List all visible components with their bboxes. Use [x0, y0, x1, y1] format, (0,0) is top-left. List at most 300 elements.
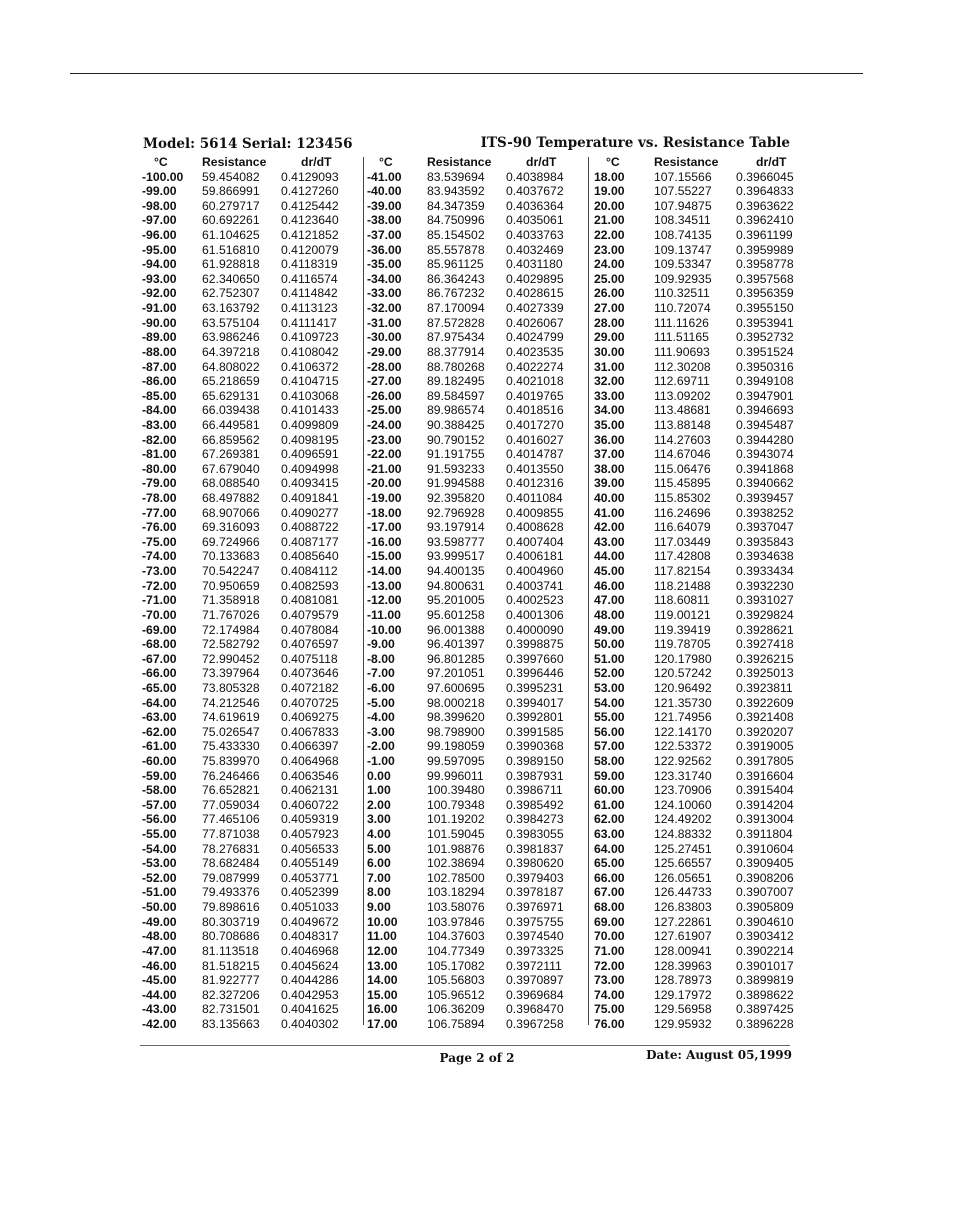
drdt-cell: 0.3908206 — [736, 870, 794, 885]
resistance-cell: 93.999517 — [427, 549, 485, 564]
temp-cell: -17.00 — [367, 520, 402, 535]
resistance-cell: 91.994588 — [427, 476, 485, 491]
temp-cell: -34.00 — [367, 271, 402, 286]
drdt-cell: 0.4023535 — [506, 344, 564, 359]
temp-cell: 39.00 — [594, 476, 625, 491]
drdt-column — [732, 155, 818, 1032]
drdt-cell: 0.3953941 — [736, 315, 794, 330]
resistance-cell: 113.88148 — [654, 417, 711, 432]
resistance-cell: 100.39480 — [427, 783, 485, 798]
temp-cell: 64.00 — [594, 841, 625, 856]
temp-cell: 21.00 — [594, 213, 625, 228]
drdt-cell: 0.3973325 — [506, 943, 564, 958]
drdt-cell: 0.4016027 — [506, 432, 564, 447]
resistance-cell: 108.74135 — [654, 228, 712, 243]
resistance-cell: 111.11626 — [654, 315, 709, 330]
resistance-cell: 101.59045 — [427, 827, 485, 842]
temp-cell: -66.00 — [142, 666, 177, 681]
drdt-cell: 0.3987931 — [506, 768, 564, 783]
drdt-cell: 0.3968470 — [506, 1002, 564, 1017]
drdt-cell: 0.4037672 — [506, 184, 564, 199]
resistance-cell: 116.64079 — [654, 520, 711, 535]
temp-cell: -69.00 — [142, 622, 177, 637]
drdt-cell: 0.3969684 — [506, 987, 564, 1002]
resistance-cell: 60.279717 — [202, 198, 260, 213]
drdt-cell: 0.3928621 — [736, 622, 794, 637]
temp-cell: -16.00 — [367, 534, 402, 549]
temp-column — [588, 155, 646, 1032]
temp-cell: -64.00 — [142, 695, 177, 710]
temp-cell: -28.00 — [367, 359, 402, 374]
resistance-cell: 96.801285 — [427, 651, 485, 666]
drdt-cell: 0.4094998 — [281, 461, 339, 476]
resistance-cell: 77.059034 — [202, 797, 260, 812]
drdt-cell: 0.4000090 — [506, 622, 564, 637]
resistance-cell: 96.001388 — [427, 622, 485, 637]
drdt-cell: 0.4013550 — [506, 461, 564, 476]
drdt-cell: 0.3957568 — [736, 271, 794, 286]
table-block-1 — [140, 155, 363, 1032]
temp-cell: -44.00 — [142, 987, 177, 1002]
temp-cell: -87.00 — [142, 359, 177, 374]
drdt-cell: 0.3917805 — [736, 753, 794, 768]
resistance-cell: 114.67046 — [654, 447, 711, 462]
resistance-cell: 59.866991 — [202, 184, 260, 199]
temp-cell: -19.00 — [367, 491, 402, 506]
drdt-cell: 0.4066397 — [281, 739, 339, 754]
resistance-cell: 111.51165 — [654, 330, 709, 345]
temp-cell: -50.00 — [142, 900, 177, 915]
drdt-cell: 0.3966045 — [736, 169, 794, 184]
resistance-cell: 79.493376 — [202, 885, 260, 900]
temp-header: °C — [379, 155, 393, 169]
drdt-cell: 0.3980620 — [506, 856, 564, 871]
drdt-cell: 0.3911804 — [736, 827, 793, 842]
resistance-cell: 107.55227 — [654, 184, 712, 199]
temp-cell: -73.00 — [142, 564, 177, 579]
temp-cell: -86.00 — [142, 374, 177, 389]
resistance-cell: 72.990452 — [202, 651, 260, 666]
drdt-cell: 0.4096591 — [281, 447, 339, 462]
resistance-cell: 74.212546 — [202, 695, 260, 710]
resistance-cell: 120.96492 — [654, 680, 712, 695]
drdt-cell: 0.4003741 — [506, 578, 564, 593]
temp-cell: 61.00 — [594, 797, 625, 812]
resistance-cell: 121.35730 — [654, 695, 712, 710]
resistance-cell: 122.53372 — [654, 739, 712, 754]
drdt-cell: 0.3934638 — [736, 549, 794, 564]
resistance-cell: 112.30208 — [654, 359, 711, 374]
drdt-cell: 0.4087177 — [281, 534, 339, 549]
temp-cell: -74.00 — [142, 549, 177, 564]
resistance-cell: 104.37603 — [427, 929, 485, 944]
temp-cell: -84.00 — [142, 403, 177, 418]
temp-cell: -47.00 — [142, 943, 177, 958]
drdt-cell: 0.4106372 — [281, 359, 339, 374]
temp-cell: -70.00 — [142, 607, 177, 622]
drdt-cell: 0.4052399 — [281, 885, 339, 900]
resistance-cell: 98.798900 — [427, 724, 485, 739]
drdt-cell: 0.4064968 — [281, 753, 339, 768]
drdt-cell: 0.4051033 — [281, 900, 339, 915]
temp-cell: 69.00 — [594, 914, 625, 929]
temp-cell: -99.00 — [142, 184, 177, 199]
resistance-cell: 73.397964 — [202, 666, 260, 681]
drdt-cell: 0.4036364 — [506, 198, 564, 213]
table-title: ITS-90 Temperature vs. Resistance Table — [480, 135, 790, 151]
temp-cell: -13.00 — [367, 578, 402, 593]
drdt-cell: 0.4001306 — [506, 607, 564, 622]
drdt-cell: 0.3978187 — [506, 885, 564, 900]
drdt-cell: 0.3927418 — [736, 637, 794, 652]
temp-cell: -82.00 — [142, 432, 177, 447]
temp-cell: 29.00 — [594, 330, 625, 345]
drdt-cell: 0.4028615 — [506, 286, 564, 301]
resistance-cell: 65.629131 — [202, 388, 260, 403]
drdt-cell: 0.4004960 — [506, 564, 564, 579]
drdt-cell: 0.4127260 — [281, 184, 339, 199]
resistance-cell: 95.201005 — [427, 593, 485, 608]
temp-cell: -22.00 — [367, 447, 402, 462]
resistance-cell: 68.907066 — [202, 505, 260, 520]
temp-cell: 1.00 — [367, 783, 391, 798]
drdt-cell: 0.4070725 — [281, 695, 339, 710]
resistance-cell: 71.767026 — [202, 607, 260, 622]
bottom-divider — [140, 1045, 790, 1046]
temp-cell: -37.00 — [367, 228, 402, 243]
resistance-cell: 81.922777 — [202, 973, 260, 988]
temp-cell: -25.00 — [367, 403, 402, 418]
resistance-cell: 83.943592 — [427, 184, 485, 199]
resistance-cell: 106.75894 — [427, 1016, 485, 1031]
temp-cell: -38.00 — [367, 213, 402, 228]
drdt-cell: 0.4098195 — [281, 432, 339, 447]
drdt-cell: 0.4044286 — [281, 973, 339, 988]
resistance-cell: 105.96512 — [427, 987, 485, 1002]
resistance-cell: 105.56803 — [427, 973, 485, 988]
drdt-cell: 0.3898622 — [736, 987, 794, 1002]
resistance-cell: 90.388425 — [427, 417, 485, 432]
resistance-cell: 73.805328 — [202, 680, 260, 695]
resistance-cell: 109.53347 — [654, 257, 712, 272]
resistance-cell: 129.95932 — [654, 1016, 712, 1031]
table-block-2 — [363, 155, 588, 1032]
temp-cell: 24.00 — [594, 257, 625, 272]
drdt-cell: 0.4053771 — [281, 870, 339, 885]
resistance-cell: 106.36209 — [427, 1002, 485, 1017]
resistance-cell: 75.433330 — [202, 739, 260, 754]
resistance-cell: 117.03449 — [654, 534, 711, 549]
drdt-cell: 0.3976971 — [506, 900, 564, 915]
drdt-cell: 0.4049672 — [281, 914, 339, 929]
temp-cell: 9.00 — [367, 900, 391, 915]
drdt-cell: 0.3955150 — [736, 301, 794, 316]
temp-cell: -85.00 — [142, 388, 177, 403]
drdt-cell: 0.3931027 — [736, 593, 794, 608]
temp-cell: 2.00 — [367, 797, 391, 812]
temp-cell: -39.00 — [367, 198, 402, 213]
drdt-cell: 0.3902214 — [736, 943, 794, 958]
resistance-cell: 125.27451 — [654, 841, 712, 856]
resistance-cell: 74.619619 — [202, 710, 260, 725]
temp-cell: 30.00 — [594, 344, 625, 359]
temp-cell: 34.00 — [594, 403, 625, 418]
temp-column — [140, 155, 200, 1032]
drdt-cell: 0.3922609 — [736, 695, 794, 710]
resistance-header: Resistance — [427, 155, 492, 169]
resistance-cell: 77.871038 — [202, 827, 260, 842]
temp-cell: -92.00 — [142, 286, 177, 301]
resistance-table — [140, 155, 795, 1032]
temp-cell: 47.00 — [594, 593, 625, 608]
resistance-cell: 82.731501 — [202, 1002, 260, 1017]
drdt-cell: 0.4022274 — [506, 359, 564, 374]
drdt-cell: 0.3899819 — [736, 973, 794, 988]
temp-cell: 44.00 — [594, 549, 625, 564]
temp-cell: 62.00 — [594, 812, 625, 827]
resistance-cell: 115.45895 — [654, 476, 711, 491]
resistance-cell: 86.767232 — [427, 286, 485, 301]
resistance-cell: 75.839970 — [202, 753, 260, 768]
drdt-column — [502, 155, 588, 1032]
resistance-cell: 63.163792 — [202, 301, 260, 316]
temp-cell: -18.00 — [367, 505, 402, 520]
temp-cell: 75.00 — [594, 1002, 625, 1017]
resistance-cell: 128.39963 — [654, 958, 712, 973]
temp-cell: 59.00 — [594, 768, 625, 783]
temp-cell: 71.00 — [594, 943, 625, 958]
temp-cell: -31.00 — [367, 315, 402, 330]
temp-cell: -53.00 — [142, 856, 177, 871]
drdt-cell: 0.4060722 — [281, 797, 339, 812]
temp-cell: -5.00 — [367, 695, 395, 710]
drdt-cell: 0.3990368 — [506, 739, 564, 754]
resistance-cell: 110.32511 — [654, 286, 710, 301]
temp-cell: -41.00 — [367, 169, 402, 184]
resistance-cell: 84.750996 — [427, 213, 485, 228]
temp-cell: -76.00 — [142, 520, 177, 535]
drdt-cell: 0.4118319 — [281, 257, 338, 272]
temp-column — [363, 155, 425, 1032]
temp-cell: 8.00 — [367, 885, 391, 900]
drdt-cell: 0.3958778 — [736, 257, 794, 272]
resistance-column — [200, 155, 277, 1032]
resistance-cell: 113.09202 — [654, 388, 711, 403]
resistance-cell: 110.72074 — [654, 301, 711, 316]
resistance-cell: 69.316093 — [202, 520, 260, 535]
resistance-cell: 93.197914 — [427, 520, 485, 535]
temp-cell: -89.00 — [142, 330, 177, 345]
drdt-cell: 0.4125442 — [281, 198, 339, 213]
temp-cell: 42.00 — [594, 520, 625, 535]
resistance-cell: 116.24696 — [654, 505, 711, 520]
temp-cell: -61.00 — [142, 739, 177, 754]
temp-cell: 27.00 — [594, 301, 625, 316]
resistance-cell: 117.42808 — [654, 549, 711, 564]
resistance-cell: 88.780268 — [427, 359, 485, 374]
drdt-cell: 0.4009855 — [506, 505, 564, 520]
drdt-cell: 0.3941868 — [736, 461, 794, 476]
temp-cell: 18.00 — [594, 169, 625, 184]
temp-cell: -58.00 — [142, 783, 177, 798]
drdt-cell: 0.4076597 — [281, 637, 339, 652]
drdt-cell: 0.3975755 — [506, 914, 564, 929]
drdt-cell: 0.3970897 — [506, 973, 564, 988]
drdt-cell: 0.3979403 — [506, 870, 564, 885]
resistance-cell: 92.395820 — [427, 491, 485, 506]
drdt-cell: 0.3943074 — [736, 447, 794, 462]
drdt-cell: 0.3951524 — [736, 344, 794, 359]
page-number: Page 2 of 2 — [439, 1051, 515, 1065]
drdt-cell: 0.4129093 — [281, 169, 339, 184]
temp-cell: -11.00 — [367, 607, 401, 622]
resistance-cell: 68.088540 — [202, 476, 260, 491]
resistance-cell: 99.198059 — [427, 739, 485, 754]
temp-cell: -33.00 — [367, 286, 402, 301]
resistance-column — [646, 155, 732, 1032]
resistance-cell: 84.347359 — [427, 198, 485, 213]
drdt-cell: 0.4002523 — [506, 593, 564, 608]
resistance-cell: 89.584597 — [427, 388, 485, 403]
drdt-cell: 0.3956359 — [736, 286, 794, 301]
drdt-cell: 0.3945487 — [736, 417, 794, 432]
temp-cell: -21.00 — [367, 461, 402, 476]
drdt-header: dr/dT — [756, 155, 787, 169]
temp-cell: -43.00 — [142, 1002, 177, 1017]
drdt-cell: 0.3921408 — [736, 710, 794, 725]
temp-cell: 48.00 — [594, 607, 625, 622]
resistance-cell: 98.000218 — [427, 695, 485, 710]
drdt-cell: 0.3967258 — [506, 1016, 564, 1031]
drdt-cell: 0.3986711 — [506, 783, 563, 798]
drdt-cell: 0.4093415 — [281, 476, 339, 491]
temp-cell: -10.00 — [367, 622, 402, 637]
resistance-cell: 112.69711 — [654, 374, 710, 389]
temp-cell: -77.00 — [142, 505, 177, 520]
drdt-cell: 0.4012316 — [506, 476, 564, 491]
drdt-cell: 0.4121852 — [281, 228, 339, 243]
temp-cell: -1.00 — [367, 753, 395, 768]
drdt-cell: 0.3985492 — [506, 797, 564, 812]
resistance-cell: 124.49202 — [654, 812, 712, 827]
drdt-cell: 0.4018516 — [506, 403, 564, 418]
drdt-cell: 0.4021018 — [506, 374, 564, 389]
resistance-cell: 87.975434 — [427, 330, 485, 345]
temp-cell: 74.00 — [594, 987, 625, 1002]
resistance-cell: 115.85302 — [654, 491, 711, 506]
resistance-cell: 118.21488 — [654, 578, 711, 593]
resistance-cell: 104.77349 — [427, 943, 485, 958]
resistance-cell: 101.19202 — [427, 812, 485, 827]
temp-cell: 49.00 — [594, 622, 625, 637]
temp-cell: -90.00 — [142, 315, 177, 330]
temp-cell: 23.00 — [594, 242, 625, 257]
drdt-cell: 0.4073646 — [281, 666, 339, 681]
drdt-cell: 0.3903412 — [736, 929, 794, 944]
temp-cell: -45.00 — [142, 973, 177, 988]
resistance-cell: 70.950659 — [202, 578, 260, 593]
drdt-cell: 0.3920207 — [736, 724, 794, 739]
resistance-cell: 109.13747 — [654, 242, 712, 257]
drdt-cell: 0.4038984 — [506, 169, 564, 184]
resistance-cell: 126.44733 — [654, 885, 712, 900]
drdt-cell: 0.3989150 — [506, 753, 564, 768]
temp-cell: 0.00 — [367, 768, 391, 783]
temp-cell: -81.00 — [142, 447, 177, 462]
resistance-cell: 79.898616 — [202, 900, 260, 915]
temp-cell: -4.00 — [367, 710, 395, 725]
temp-cell: 43.00 — [594, 534, 625, 549]
resistance-cell: 105.17082 — [427, 958, 485, 973]
resistance-cell: 95.601258 — [427, 607, 485, 622]
temp-cell: 68.00 — [594, 900, 625, 915]
drdt-cell: 0.4091841 — [281, 491, 339, 506]
resistance-cell: 129.17972 — [654, 987, 712, 1002]
resistance-cell: 119.39419 — [654, 622, 711, 637]
drdt-cell: 0.3913004 — [736, 812, 794, 827]
temp-cell: -7.00 — [367, 666, 395, 681]
temp-cell: 54.00 — [594, 695, 625, 710]
resistance-cell: 94.400135 — [427, 564, 485, 579]
drdt-cell: 0.4090277 — [281, 505, 339, 520]
drdt-cell: 0.4078084 — [281, 622, 339, 637]
drdt-cell: 0.3901017 — [736, 958, 794, 973]
drdt-cell: 0.4081081 — [281, 593, 339, 608]
drdt-cell: 0.4032469 — [506, 242, 564, 257]
temp-cell: -40.00 — [367, 184, 402, 199]
resistance-cell: 100.79348 — [427, 797, 485, 812]
drdt-cell: 0.4116574 — [281, 271, 338, 286]
temp-cell: -71.00 — [142, 593, 177, 608]
temp-cell: 58.00 — [594, 753, 625, 768]
drdt-cell: 0.3932230 — [736, 578, 794, 593]
resistance-cell: 70.542247 — [202, 564, 260, 579]
resistance-cell: 63.575104 — [202, 315, 260, 330]
resistance-cell: 115.06476 — [654, 461, 711, 476]
temp-cell: 11.00 — [367, 929, 397, 944]
drdt-cell: 0.4031180 — [506, 257, 563, 272]
resistance-cell: 76.652821 — [202, 783, 260, 798]
resistance-cell: 122.92562 — [654, 753, 712, 768]
drdt-cell: 0.3959989 — [736, 242, 794, 257]
resistance-cell: 119.78705 — [654, 637, 711, 652]
resistance-cell: 77.465106 — [202, 812, 260, 827]
temp-cell: -79.00 — [142, 476, 177, 491]
resistance-cell: 117.82154 — [654, 564, 711, 579]
temp-cell: 15.00 — [367, 987, 398, 1002]
resistance-header: Resistance — [654, 155, 719, 169]
drdt-cell: 0.4007404 — [506, 534, 564, 549]
resistance-cell: 75.026547 — [202, 724, 260, 739]
drdt-cell: 0.3997660 — [506, 651, 564, 666]
resistance-cell: 114.27603 — [654, 432, 711, 447]
drdt-cell: 0.4088722 — [281, 520, 339, 535]
temp-cell: 17.00 — [367, 1016, 398, 1031]
resistance-header: Resistance — [202, 155, 267, 169]
resistance-cell: 83.135663 — [202, 1016, 260, 1031]
drdt-cell: 0.3996446 — [506, 666, 564, 681]
drdt-cell: 0.3952732 — [736, 330, 794, 345]
resistance-cell: 98.399620 — [427, 710, 485, 725]
drdt-cell: 0.3897425 — [736, 1002, 794, 1017]
temp-cell: 20.00 — [594, 198, 625, 213]
drdt-cell: 0.4099809 — [281, 417, 339, 432]
resistance-cell: 107.15566 — [654, 169, 712, 184]
drdt-cell: 0.3896228 — [736, 1016, 794, 1031]
resistance-cell: 89.182495 — [427, 374, 485, 389]
temp-cell: 38.00 — [594, 461, 625, 476]
temp-cell: 25.00 — [594, 271, 625, 286]
